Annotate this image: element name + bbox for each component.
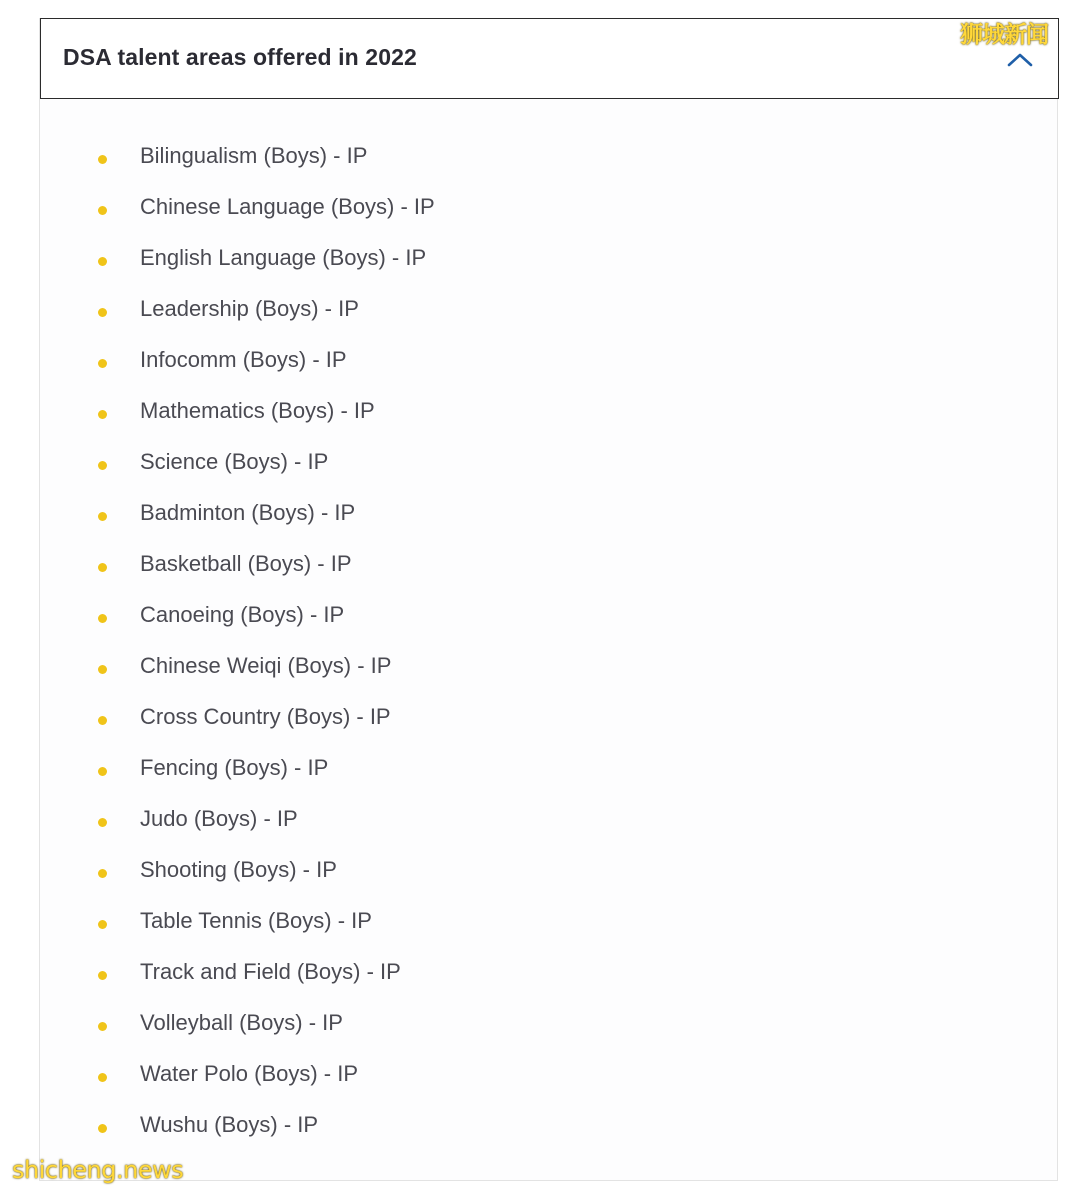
- list-item: [40, 434, 940, 485]
- list-item: [40, 281, 940, 332]
- talent-area-label: Table Tennis (Boys) - IP: [140, 908, 372, 933]
- talent-area-label: Canoeing (Boys) - IP: [140, 602, 345, 627]
- bullet-icon: [98, 1073, 107, 1082]
- bullet-icon: [98, 410, 107, 419]
- list-item: [40, 842, 940, 893]
- talent-area-label: Wushu (Boys) - IP: [140, 1112, 319, 1137]
- talent-area-label: Chinese Language (Boys) - IP: [140, 194, 435, 219]
- bullet-icon: [98, 614, 107, 623]
- bullet-icon: [98, 665, 107, 674]
- bullet-icon: [98, 716, 107, 725]
- list-item: [40, 893, 940, 944]
- list-item: [40, 332, 940, 383]
- bullet-icon: [98, 155, 107, 164]
- chevron-up-icon[interactable]: [1007, 53, 1033, 67]
- talent-area-label: Shooting (Boys) - IP: [140, 857, 337, 882]
- talent-area-label: Water Polo (Boys) - IP: [140, 1061, 359, 1086]
- talent-area-label: Track and Field (Boys) - IP: [140, 959, 401, 984]
- talent-area-label: Leadership (Boys) - IP: [140, 296, 359, 321]
- watermark-bottom: shicheng.news: [12, 1156, 184, 1184]
- list-item: [40, 485, 940, 536]
- list-item: [40, 536, 940, 587]
- list-item: [40, 944, 940, 995]
- dsa-talent-accordion: [39, 18, 1058, 1181]
- bullet-icon: [98, 1022, 107, 1031]
- talent-area-label: Fencing (Boys) - IP: [140, 755, 329, 780]
- bullet-icon: [98, 767, 107, 776]
- talent-area-list: [40, 128, 940, 1148]
- accordion-header[interactable]: [40, 18, 1059, 99]
- list-item: [40, 740, 940, 791]
- talent-area-label: Badminton (Boys) - IP: [140, 500, 356, 525]
- bullet-icon: [98, 359, 107, 368]
- list-item: [40, 128, 940, 179]
- talent-area-label: Infocomm (Boys) - IP: [140, 347, 347, 372]
- bullet-icon: [98, 461, 107, 470]
- bullet-icon: [98, 971, 107, 980]
- bullet-icon: [98, 257, 107, 266]
- list-item: [40, 179, 940, 230]
- bullet-icon: [98, 869, 107, 878]
- bullet-icon: [98, 563, 107, 572]
- list-item: [40, 638, 940, 689]
- talent-area-label: Chinese Weiqi (Boys) - IP: [140, 653, 392, 678]
- talent-area-label: Judo (Boys) - IP: [140, 806, 298, 831]
- talent-area-label: Basketball (Boys) - IP: [140, 551, 352, 576]
- talent-area-label: Cross Country (Boys) - IP: [140, 704, 391, 729]
- talent-area-label: English Language (Boys) - IP: [140, 245, 427, 270]
- list-item: [40, 791, 940, 842]
- list-item: [40, 1046, 940, 1097]
- bullet-icon: [98, 818, 107, 827]
- bullet-icon: [98, 308, 107, 317]
- bullet-icon: [98, 920, 107, 929]
- list-item: [40, 1097, 940, 1148]
- talent-area-label: Mathematics (Boys) - IP: [140, 398, 375, 423]
- list-item: [40, 995, 940, 1046]
- accordion-title: DSA talent areas offered in 2022: [63, 44, 417, 70]
- list-item: [40, 383, 940, 434]
- bullet-icon: [98, 512, 107, 521]
- list-item: [40, 587, 940, 638]
- list-item: [40, 689, 940, 740]
- watermark-top: 狮城新闻: [960, 22, 1048, 48]
- talent-area-label: Science (Boys) - IP: [140, 449, 329, 474]
- list-item: [40, 230, 940, 281]
- bullet-icon: [98, 206, 107, 215]
- talent-area-label: Volleyball (Boys) - IP: [140, 1010, 343, 1035]
- talent-area-label: Bilingualism (Boys) - IP: [140, 143, 368, 168]
- bullet-icon: [98, 1124, 107, 1133]
